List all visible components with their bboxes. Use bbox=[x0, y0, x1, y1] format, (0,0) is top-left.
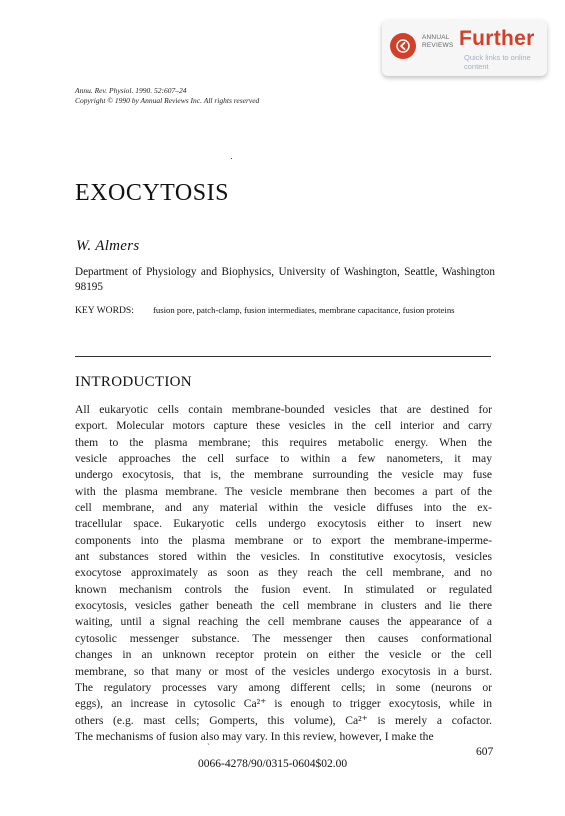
body-line: changes in an unknown receptor protein on either the vesicle or the cell bbox=[75, 648, 492, 662]
body-line: The mechanisms of fusion also may vary. In this review, however, I make the bbox=[75, 729, 434, 743]
body-line: export. Molecular motors capture these vesicles in the cell interior and carry bbox=[75, 419, 492, 433]
body-line: undergo exocytosis, that is, the membrane surrounding the vesicle may fuse bbox=[75, 468, 492, 482]
body-line: All eukaryotic cells contain membrane-bounded vesicles that are destined for bbox=[75, 403, 492, 416]
body-line: eggs), an increase in cytosolic Ca²⁺ is enough to trigger exocytosis, while in bbox=[75, 697, 492, 711]
body-line: them to the plasma membrane; this requires metabolic energy. When the bbox=[75, 435, 492, 449]
body-line: exocytosis, vesicles gather beneath the cell membrane in clusters and lie there bbox=[75, 599, 492, 613]
body-line: exocytose approximately as soon as they reach the cell membrane, and no bbox=[75, 566, 492, 580]
section-heading: INTRODUCTION bbox=[75, 374, 192, 390]
body-line: known mechanism controls the fusion event. In stimulated or regulated bbox=[75, 582, 492, 596]
body-line: with the plasma membrane. The vesicle membrane then becomes a part of the bbox=[75, 484, 492, 498]
body-line: membrane, so that many or most of the vesicles undergo exocytosis in a burst. bbox=[75, 664, 492, 678]
keywords-text: fusion pore, patch-clamp, fusion intermediates, membrane capacitance, fusion proteins bbox=[153, 305, 455, 315]
stray-tick-mark: ˋ bbox=[207, 742, 210, 752]
keywords-label: KEY WORDS: bbox=[75, 305, 134, 316]
banner-subtitle: Quick links to online content bbox=[464, 53, 531, 71]
body-line: tracellular space. Eukaryotic cells undergo exocytosis either to insert new bbox=[75, 517, 492, 531]
citation-line-1: Annu. Rev. Physiol. 1990. 52:607–24 bbox=[75, 86, 187, 95]
section-divider bbox=[75, 356, 491, 357]
page-number: 607 bbox=[476, 746, 494, 758]
body-paragraph bbox=[75, 402, 492, 745]
author-affiliation: Department of Physiology and Biophysics, University of Washington, Seattle, Washington 98195 bbox=[75, 266, 495, 293]
stray-mark bbox=[231, 158, 232, 159]
back-arrow-icon bbox=[390, 33, 416, 59]
banner-annual-reviews-text: ANNUAL REVIEWS bbox=[422, 34, 454, 49]
body-line: vesicle approaches the cell surface to within a few nanometers, it may bbox=[75, 452, 492, 466]
body-line: others (e.g. mast cells; Gomperts, this volume), Ca²⁺ is merely a cofactor. bbox=[75, 713, 492, 727]
author-name: W. Almers bbox=[76, 238, 140, 254]
banner-further-text: Further bbox=[459, 27, 535, 50]
footer-code: 0066-4278/90/0315-0604$02.00 bbox=[198, 758, 348, 770]
body-line: The regulatory processes vary among different cells; in some (neurons or bbox=[75, 680, 492, 694]
journal-citation bbox=[75, 86, 259, 106]
body-line: waiting, until a signal reaching the cell membrane causes the appearance of a bbox=[75, 615, 492, 629]
body-line: ant substances stored within the vesicles. In constitutive exocytosis, vesicles bbox=[75, 550, 492, 564]
body-line: components into the plasma membrane or to export the membrane-imperme- bbox=[75, 533, 492, 547]
article-title: EXOCYTOSIS bbox=[75, 180, 229, 206]
citation-line-2: Copyright © 1990 by Annual Reviews Inc. All rights reserved bbox=[75, 96, 260, 105]
annual-reviews-further-banner[interactable] bbox=[382, 20, 547, 76]
body-line: cytosolic messenger substance. The messenger then causes conformational bbox=[75, 631, 492, 645]
body-line: cell membrane, and any material within the vesicle diffuses into the ex- bbox=[75, 501, 492, 515]
